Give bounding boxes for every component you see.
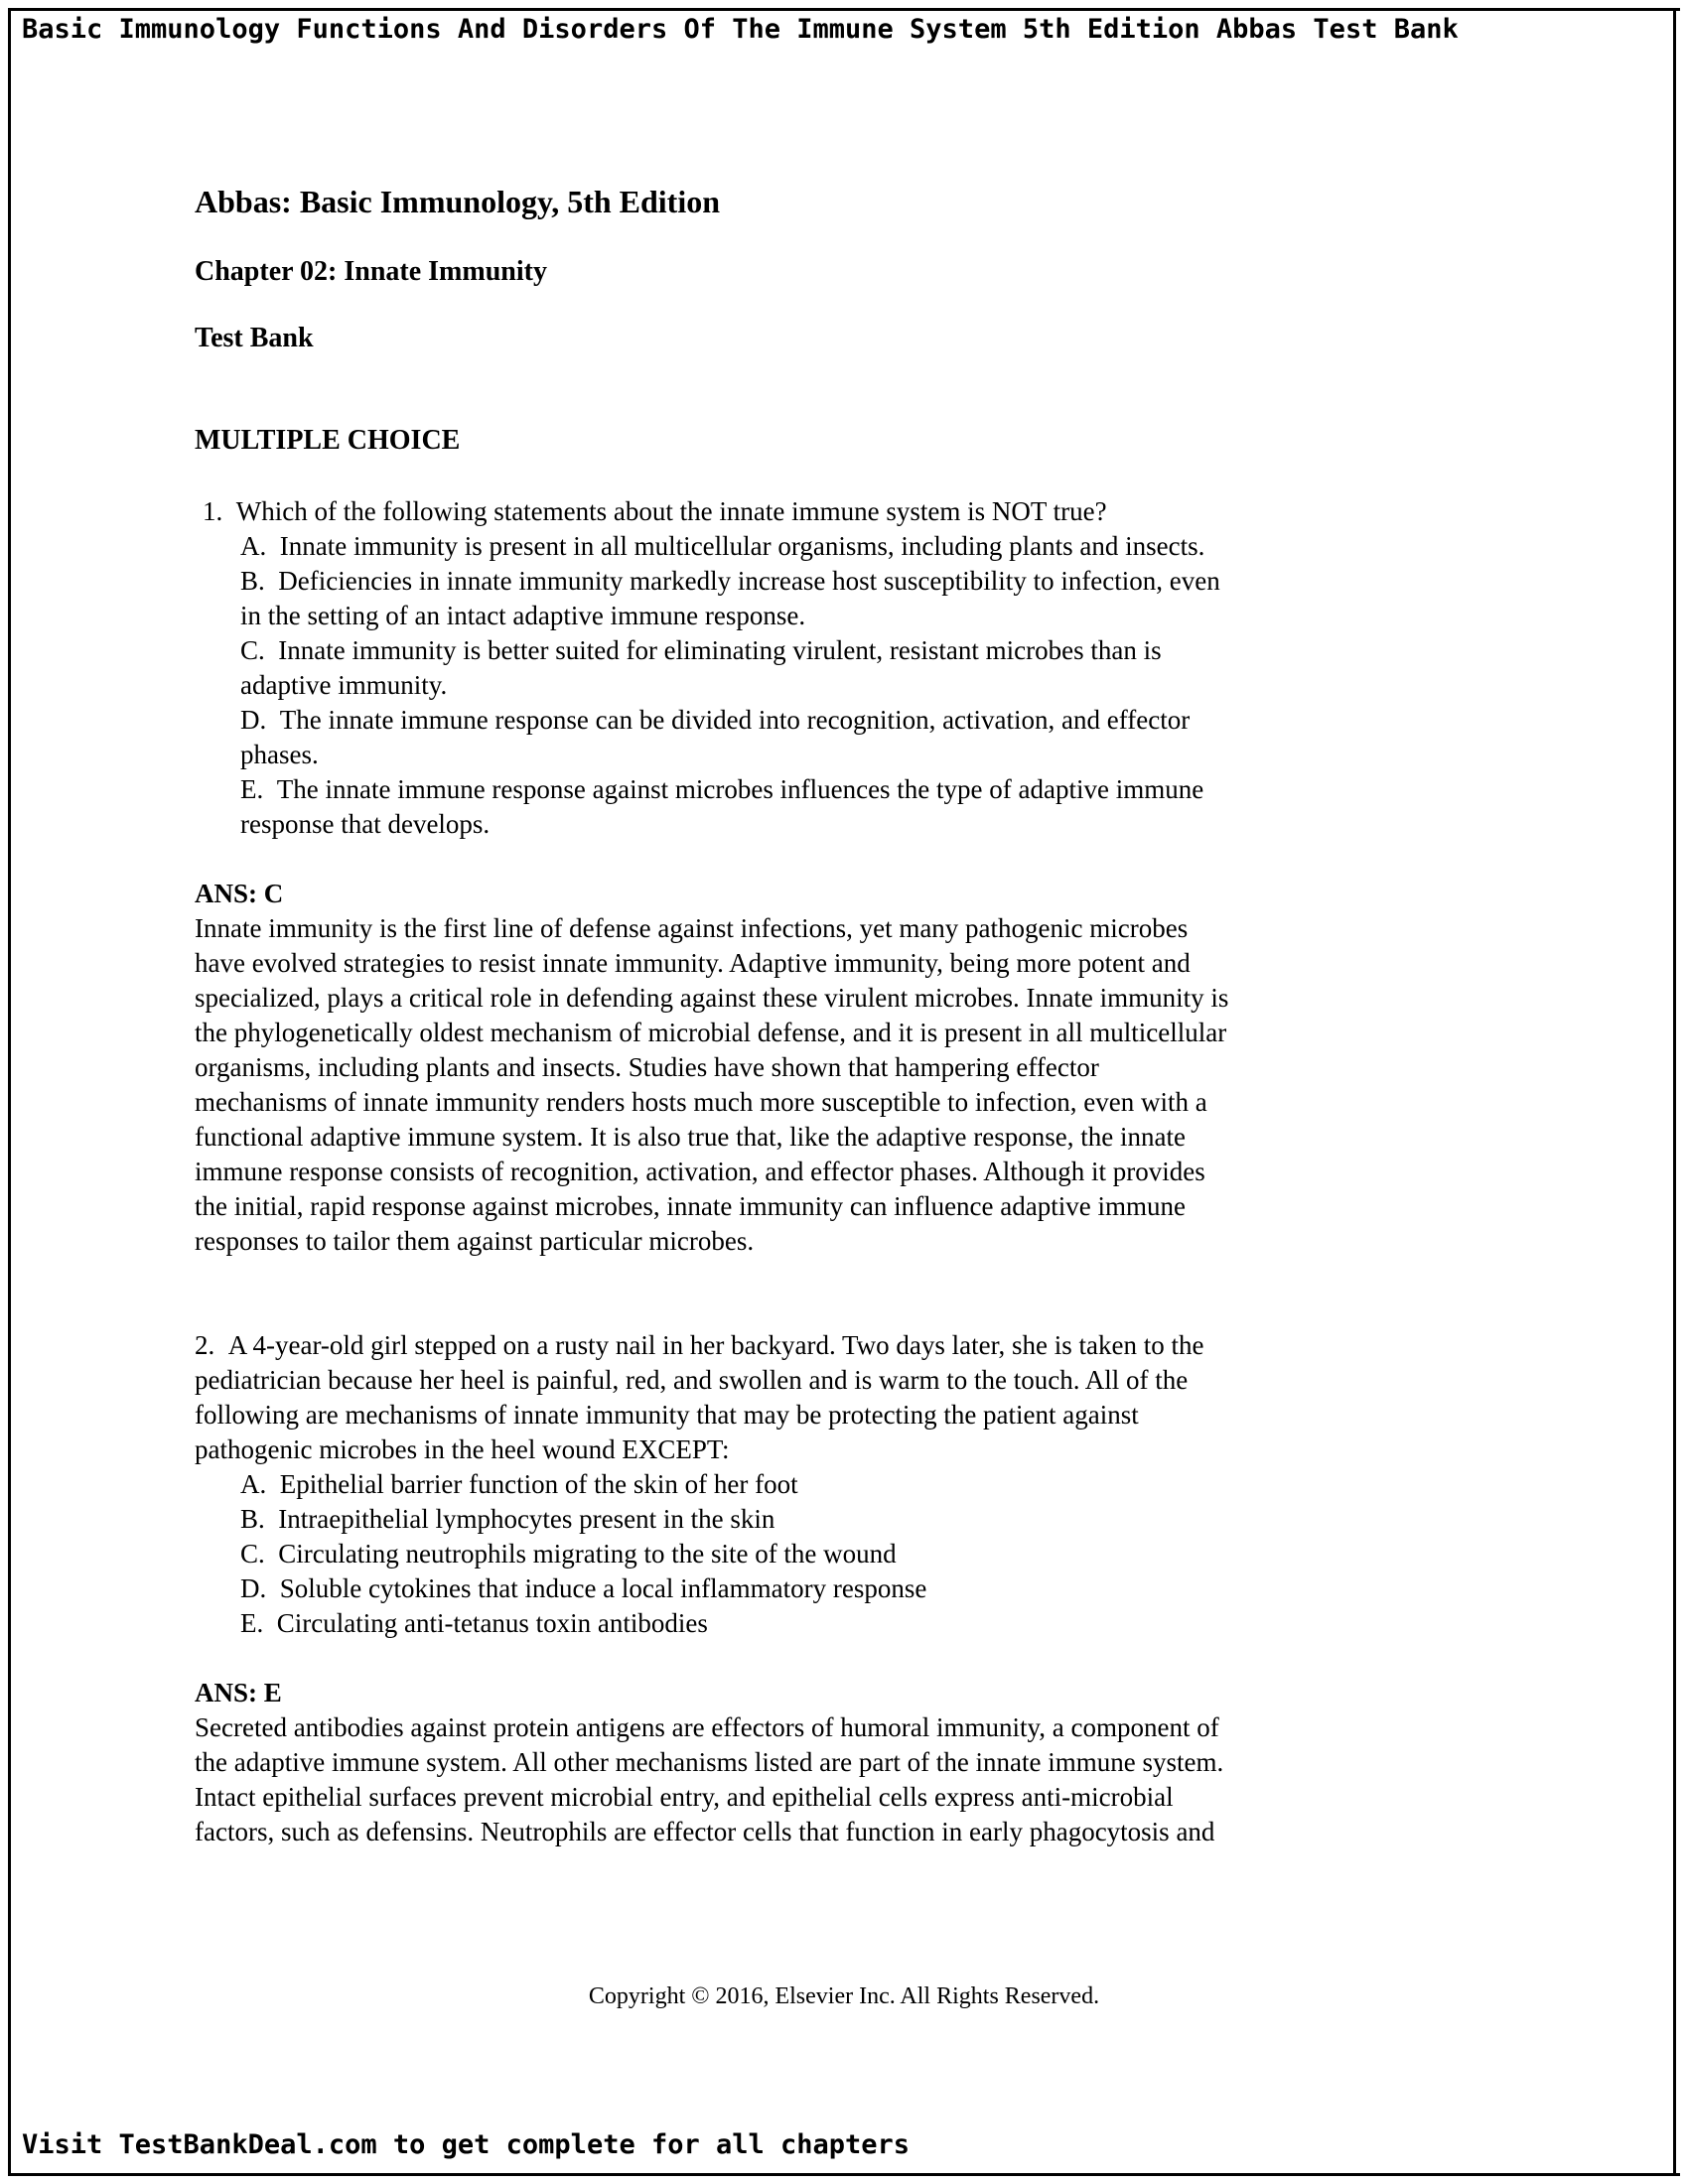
- option-c: [195, 1537, 1456, 1571]
- answer-label-2: ANS: E: [195, 1677, 282, 1707]
- section-heading: MULTIPLE CHOICE: [195, 424, 461, 456]
- option-letter: A.: [240, 530, 267, 561]
- option-c-cont: adaptive immunity.: [240, 669, 448, 700]
- option-letter: D.: [240, 704, 267, 735]
- bottom-promo-banner: Visit TestBankDeal.com to get complete for all chapters: [22, 2128, 911, 2160]
- option-text: Intraepithelial lymphocytes present in the skin: [278, 1503, 775, 1534]
- explanation-line: organisms, including plants and insects. Studies have shown that hampering effector: [195, 1051, 1099, 1082]
- explanation-line: have evolved strategies to resist innate immunity. Adaptive immunity, being more potent and: [195, 947, 1191, 978]
- question-stem-cont: following are mechanisms of innate immunity that may be protecting the patient against: [195, 1399, 1139, 1430]
- question-stem-text: Which of the following statements about the innate immune system is NOT true?: [235, 495, 1107, 526]
- spacer: [195, 842, 1456, 877]
- page-border-right: [1673, 8, 1676, 2176]
- option-letter: B.: [240, 1503, 265, 1534]
- question-block-1: [195, 494, 1456, 1259]
- chapter-heading: Chapter 02: Innate Immunity: [195, 256, 547, 288]
- spacer: [195, 1259, 1456, 1294]
- explanation-line: Innate immunity is the first line of defense against infections, yet many pathogenic microbes: [195, 912, 1189, 943]
- question-stem: [195, 494, 1456, 529]
- option-b: [195, 564, 1456, 599]
- option-letter: A.: [240, 1468, 267, 1499]
- option-a: [195, 529, 1456, 564]
- option-letter: D.: [240, 1572, 267, 1603]
- document-body: [195, 185, 1456, 1849]
- copyright-notice: Copyright © 2016, Elsevier Inc. All Rights Reserved.: [588, 1983, 1100, 2009]
- question-stem-cont: pathogenic microbes in the heel wound EXCEPT:: [195, 1433, 730, 1464]
- top-promo-banner: Basic Immunology Functions And Disorders Of The Immune System 5th Edition Abbas Test Bank: [22, 13, 1459, 45]
- answer-label-1: ANS: C: [195, 878, 284, 908]
- option-text: Epithelial barrier function of the skin of her foot: [279, 1468, 798, 1499]
- explanation-line: the adaptive immune system. All other mechanisms listed are part of the innate immune system.: [195, 1746, 1224, 1777]
- option-b-cont: in the setting of an intact adaptive immune response.: [240, 600, 806, 630]
- option-text: Soluble cytokines that induce a local inflammatory response: [279, 1572, 927, 1603]
- explanation-line: specialized, plays a critical role in defending against these virulent microbes. Innate immunity is: [195, 982, 1229, 1013]
- page-border-bottom: [8, 2173, 1680, 2176]
- question-number: 1.: [203, 495, 223, 526]
- doc-type-heading: Test Bank: [195, 322, 314, 353]
- option-letter: B.: [240, 565, 265, 596]
- option-text: Innate immunity is present in all multicellular organisms, including plants and insects.: [279, 530, 1205, 561]
- option-c: [195, 633, 1456, 668]
- explanation-line: Intact epithelial surfaces prevent microbial entry, and epithelial cells express anti-microbial: [195, 1781, 1174, 1812]
- question-block-2: [195, 1328, 1456, 1849]
- question-stem: [195, 1328, 1456, 1363]
- option-text: The innate immune response against microbes influences the type of adaptive immune: [276, 773, 1204, 804]
- option-letter: C.: [240, 1538, 265, 1569]
- option-d: [195, 1571, 1456, 1606]
- option-text: Deficiencies in innate immunity markedly increase host susceptibility to infection, even: [278, 565, 1220, 596]
- option-d-cont: phases.: [240, 739, 319, 769]
- option-letter: E.: [240, 1607, 264, 1638]
- explanation-line: the initial, rapid response against microbes, innate immunity can influence adaptive immune: [195, 1190, 1186, 1221]
- explanation-line: responses to tailor them against particular microbes.: [195, 1225, 755, 1256]
- spacer: [195, 1641, 1456, 1676]
- option-letter: C.: [240, 634, 265, 665]
- explanation-line: immune response consists of recognition, activation, and effector phases. Although it provides: [195, 1156, 1205, 1186]
- explanation-line: factors, such as defensins. Neutrophils are effector cells that function in early phagocytosis and: [195, 1816, 1215, 1846]
- option-text: Innate immunity is better suited for eliminating virulent, resistant microbes than is: [278, 634, 1162, 665]
- page-title: Abbas: Basic Immunology, 5th Edition: [195, 184, 721, 219]
- option-e-cont: response that develops.: [240, 808, 491, 839]
- explanation-line: the phylogenetically oldest mechanism of microbial defense, and it is present in all multicellular: [195, 1017, 1227, 1047]
- page-border-left: [8, 8, 11, 2176]
- explanation-line: mechanisms of innate immunity renders hosts much more susceptible to infection, even with a: [195, 1086, 1207, 1117]
- option-e: [195, 772, 1456, 807]
- spacer: [195, 1294, 1456, 1328]
- explanation-line: Secreted antibodies against protein antigens are effectors of humoral immunity, a component of: [195, 1711, 1219, 1742]
- question-number: 2.: [195, 1329, 215, 1360]
- explanation-line: functional adaptive immune system. It is also true that, like the adaptive response, the innate: [195, 1121, 1186, 1152]
- option-a: [195, 1467, 1456, 1502]
- option-text: Circulating neutrophils migrating to the site of the wound: [278, 1538, 897, 1569]
- option-letter: E.: [240, 773, 264, 804]
- question-stem-text: A 4-year-old girl stepped on a rusty nail in her backyard. Two days later, she is taken to the: [227, 1329, 1204, 1360]
- option-text: The innate immune response can be divided into recognition, activation, and effector: [279, 704, 1191, 735]
- option-e: [195, 1606, 1456, 1641]
- option-d: [195, 703, 1456, 738]
- question-stem-cont: pediatrician because her heel is painful, red, and swollen and is warm to the touch. All of the: [195, 1364, 1189, 1395]
- option-b: [195, 1502, 1456, 1537]
- option-text: Circulating anti-tetanus toxin antibodies: [276, 1607, 708, 1638]
